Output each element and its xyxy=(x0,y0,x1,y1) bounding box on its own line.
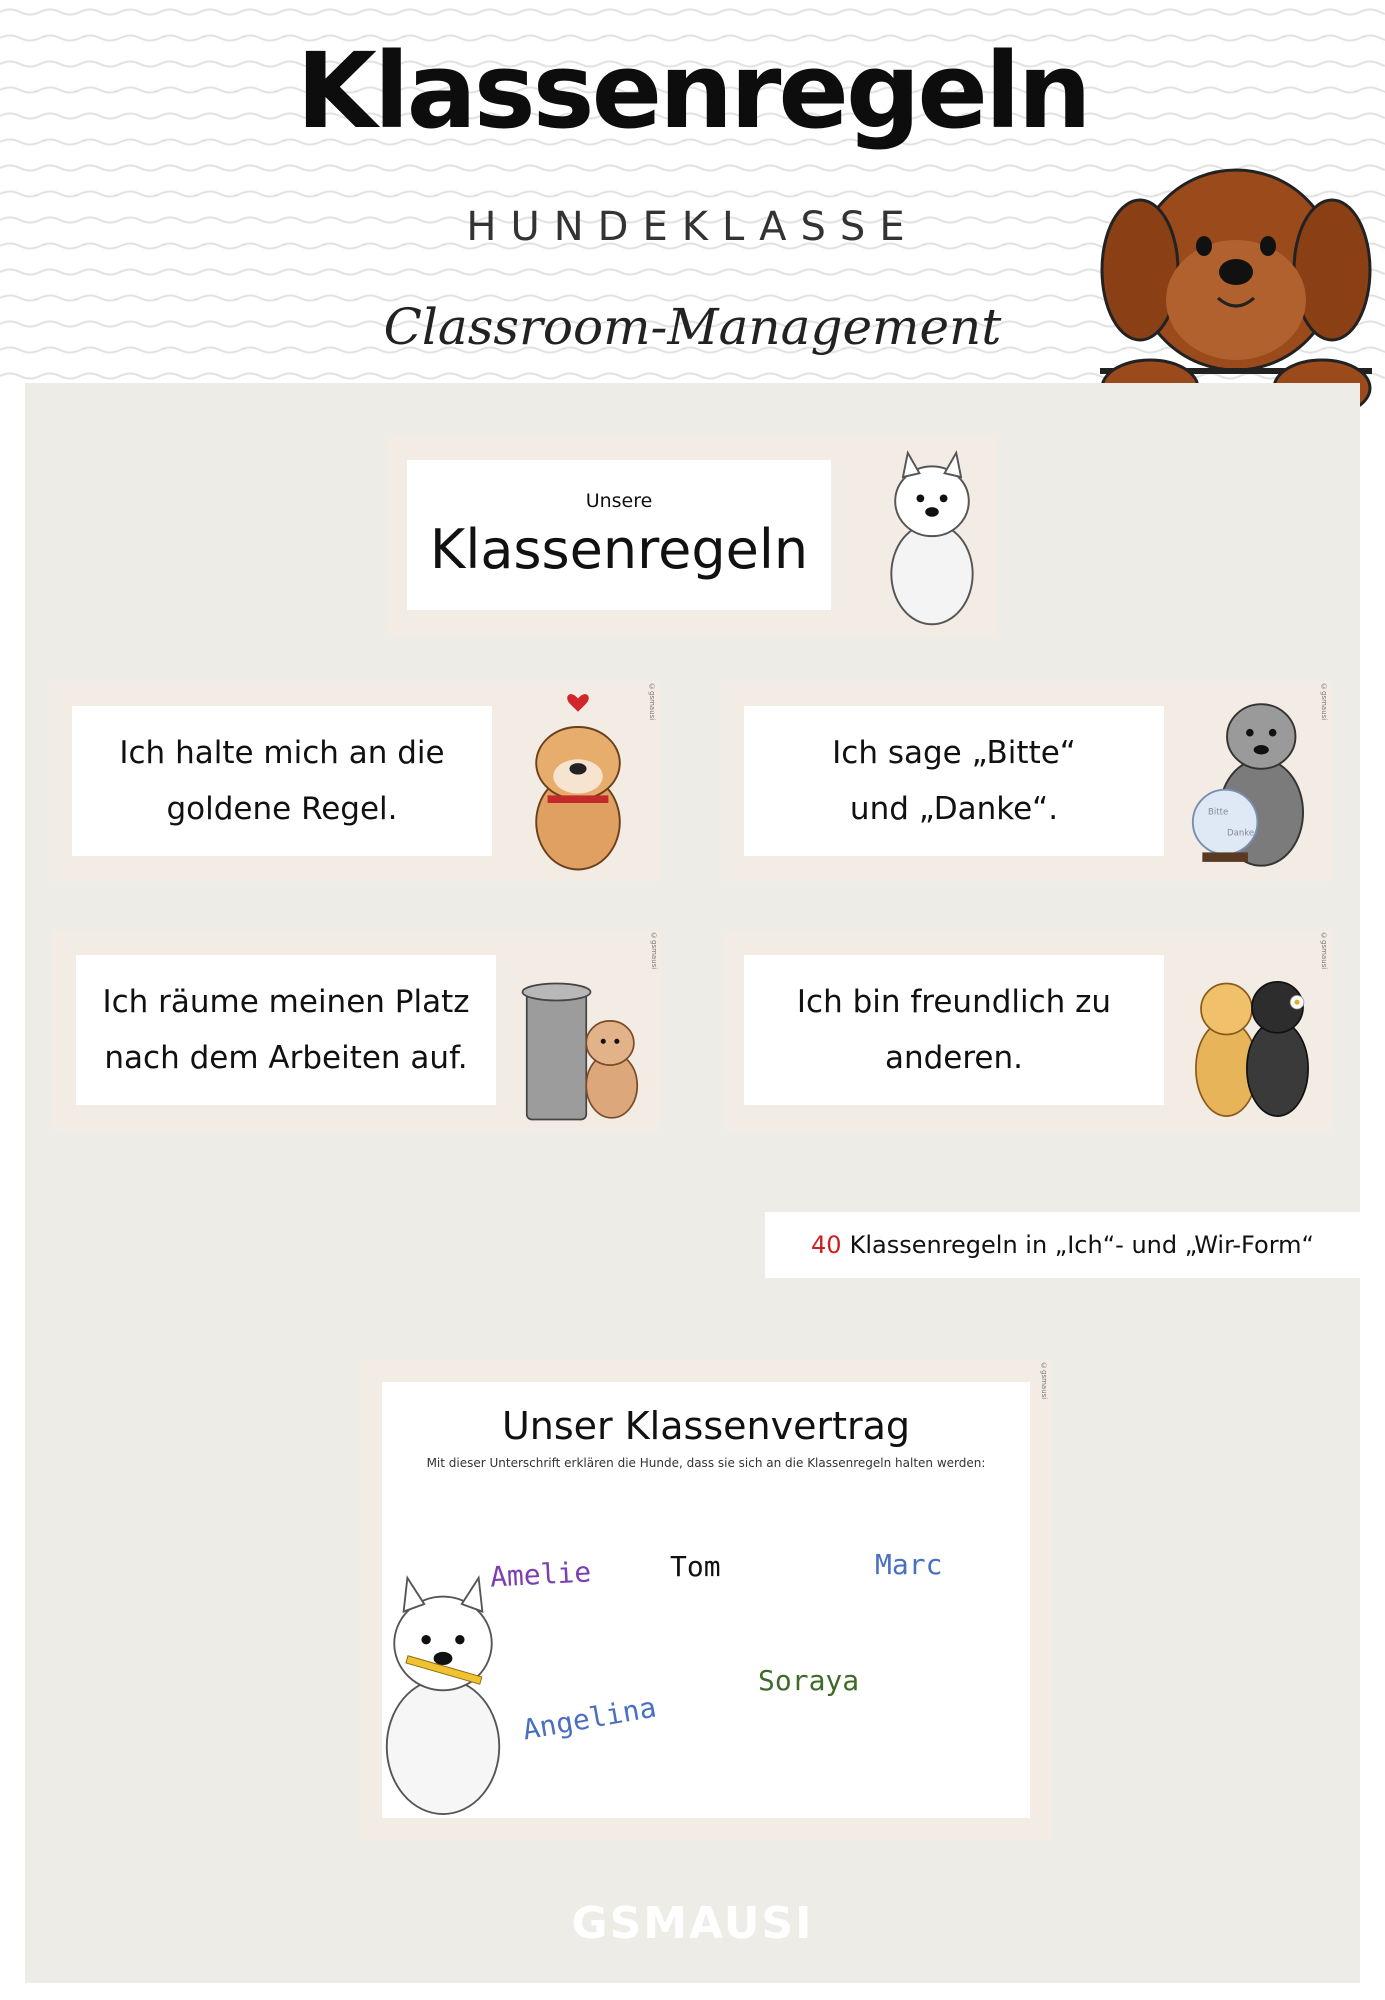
wave-line xyxy=(0,10,1385,15)
rule-text: Ich halte mich an die goldene Regel. xyxy=(119,735,445,827)
copyright-mark: ©gsmausi xyxy=(1040,1362,1048,1400)
copyright-mark: ©gsmausi xyxy=(1320,932,1328,970)
script-subtitle: Classroom-Management xyxy=(383,298,1002,356)
contract-subtitle: Mit dieser Unterschrift erklären die Hunde, dass sie sich an die Klassenregeln halten werden: xyxy=(426,1456,986,1470)
dog-with-trash-can-illustration xyxy=(507,958,657,1128)
rule-card xyxy=(52,930,662,1130)
rule-text: Ich sage „Bitte“ und „Danke“. xyxy=(832,735,1076,827)
rules-count-text: Klassenregeln in „Ich“- und „Wir-Form“ xyxy=(849,1231,1314,1259)
rule-text: Ich bin freundlich zu anderen. xyxy=(796,984,1112,1076)
copyright-mark: ©gsmausi xyxy=(648,683,656,721)
page-title: Klassenregeln xyxy=(296,30,1089,152)
brown-dog-illustration xyxy=(1100,150,1372,418)
title-card xyxy=(387,436,995,636)
schnauzer-with-crystal-ball-illustration xyxy=(1182,689,1312,879)
signature: Amelie xyxy=(489,1555,592,1594)
title-card-small: Unsere xyxy=(585,489,653,512)
copyright-mark: ©gsmausi xyxy=(1320,683,1328,721)
rules-count-number: 40 xyxy=(811,1231,842,1259)
page-subtitle: HUNDEKLASSE xyxy=(466,204,919,250)
signature: Soraya xyxy=(758,1664,860,1697)
title-card-big: Klassenregeln xyxy=(429,517,809,581)
copyright-mark: ©gsmausi xyxy=(650,932,658,970)
crystal-ball-word: Bitte xyxy=(1208,807,1229,818)
contract-card xyxy=(360,1360,1052,1840)
signature: Angelina xyxy=(520,1690,659,1747)
crystal-ball-word: Danke xyxy=(1227,828,1255,839)
brand-logo: GSMAUSI xyxy=(571,1898,814,1949)
rules-count-label xyxy=(765,1212,1360,1278)
contract-title: Unser Klassenvertrag xyxy=(501,1404,911,1448)
rule-card xyxy=(48,681,660,881)
rule-card xyxy=(722,930,1332,1130)
westie-dog-illustration xyxy=(877,448,987,632)
title-card-inner xyxy=(407,460,831,610)
rule-text: Ich räume meinen Platz nach dem Arbeiten auf. xyxy=(102,984,470,1076)
bulldog-illustration xyxy=(518,689,638,879)
signature: Tom xyxy=(670,1550,721,1583)
signature: Marc xyxy=(875,1548,943,1581)
two-spaniels-illustration xyxy=(1177,958,1327,1128)
westie-with-pencil-illustration xyxy=(368,1560,518,1830)
rule-card xyxy=(720,681,1332,881)
